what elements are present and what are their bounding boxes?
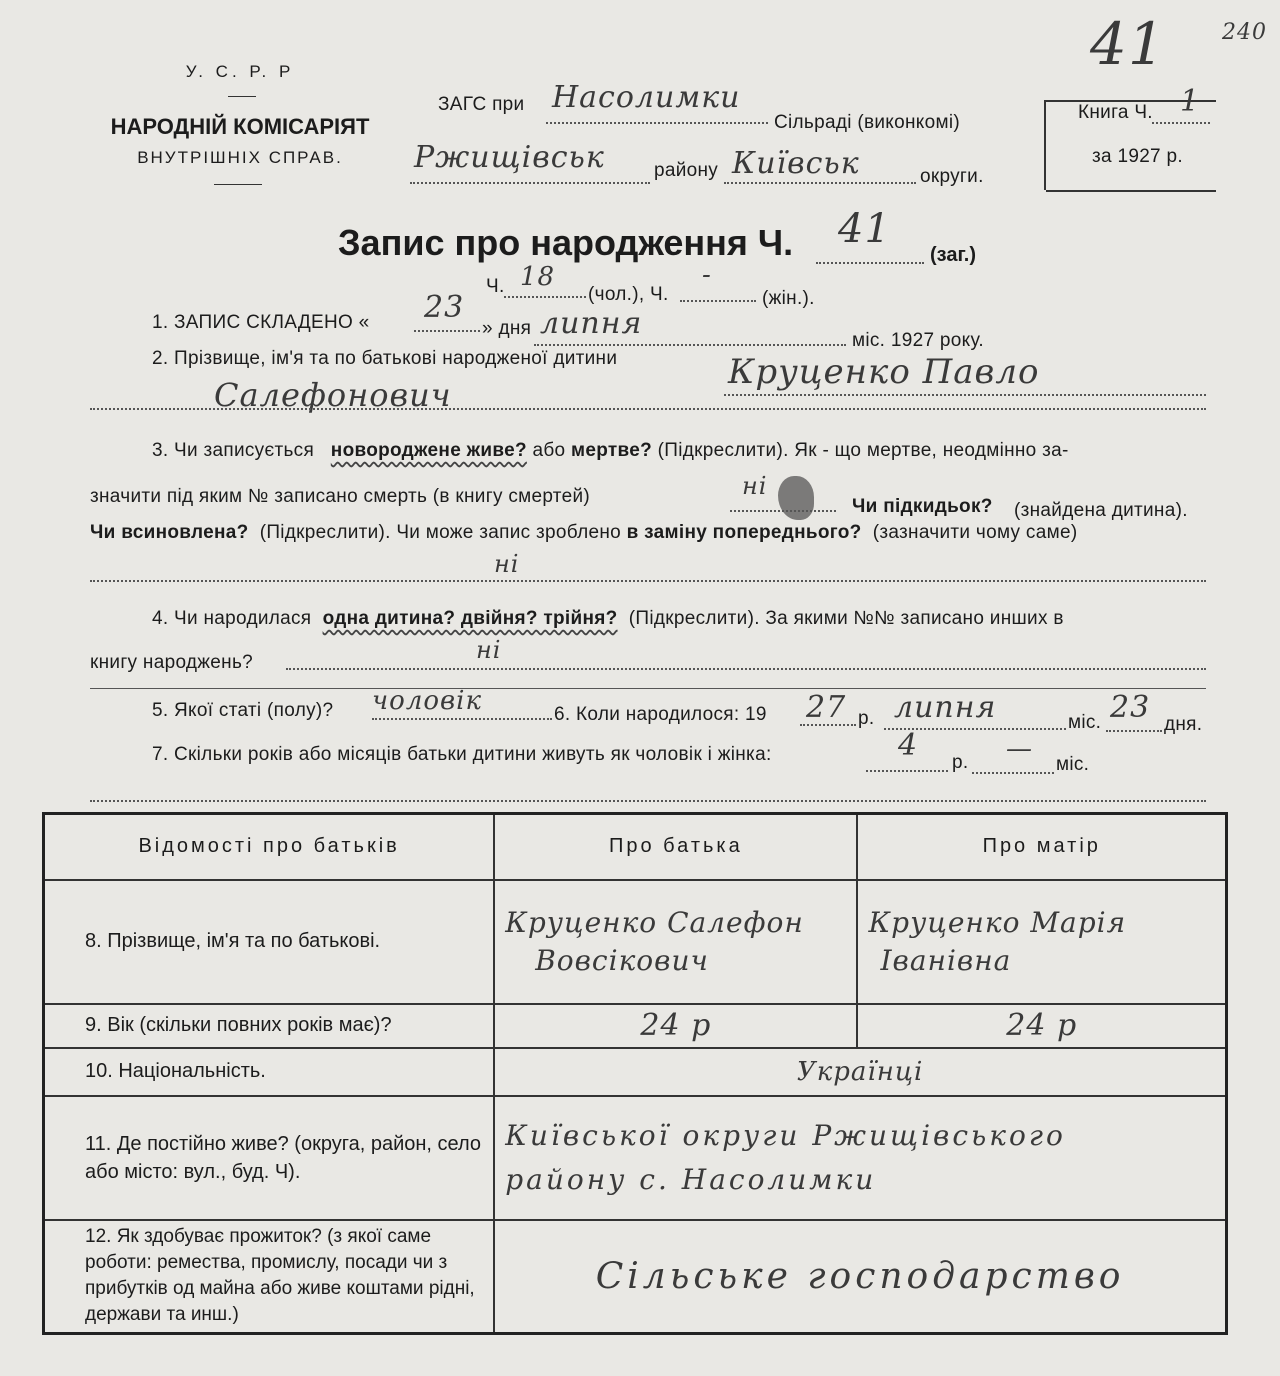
item4-l2-a: книгу народжень?: [90, 652, 254, 673]
birth-day: 23: [1110, 690, 1151, 725]
table-row: [44, 1220, 1227, 1334]
item3-replacement-answer: ні: [494, 550, 520, 578]
item4-options: одна дитина? двійня? трійня?: [322, 608, 618, 629]
zags-suffix: Сільраді (виконкомі): [774, 112, 960, 133]
item1-day-label: » дня: [482, 318, 532, 339]
okruha-name: Київськ: [732, 146, 860, 181]
row-label: 10. Національність.: [44, 1048, 495, 1096]
residence-cell: [494, 1096, 1226, 1220]
row-label: 8. Прізвище, ім'я та по батькові.: [44, 880, 495, 1004]
mother-name-cell: [857, 880, 1226, 1004]
corner-mark: 41: [1090, 10, 1166, 78]
father-name: Круценко Салефон: [505, 905, 804, 939]
district-label: району: [654, 160, 719, 181]
parents-table: [42, 812, 1228, 1335]
months-together: —: [1006, 734, 1033, 764]
item3-l3-d: (зазначити чому саме): [872, 522, 1078, 543]
table-row: [44, 880, 1227, 1004]
item3-line1: [152, 440, 1069, 462]
page-number: 240: [1222, 20, 1267, 45]
item6-mis: міс.: [1068, 712, 1102, 733]
row-label: 9. Вік (скільки повних років має)?: [44, 1004, 495, 1048]
father-name-cell: [494, 880, 857, 1004]
item3-l2-a: значити під яким № записано смерть (в книгу смертей): [90, 486, 590, 507]
father-age: 24 р: [640, 1008, 712, 1043]
table-header-row: [44, 814, 1227, 880]
row-label: 11. Де постійно живе? (округа, район, село або місто: вул., буд. Ч).: [44, 1096, 495, 1220]
item3-l1-e: (Підкреслити). Як - що мертве, неодмінно за-: [657, 440, 1069, 461]
item6-label: 6. Коли народилося: 19: [554, 704, 767, 725]
zags-village: Насолимки: [552, 80, 741, 115]
zags-prefix: ЗАГС при: [438, 94, 525, 115]
item1-suffix: міс. 1927 року.: [852, 330, 984, 351]
table-row: [44, 1096, 1227, 1220]
item3-foundling: Чи підкидьок?: [852, 496, 993, 517]
sub-prefix: Ч.: [486, 276, 505, 297]
nationality-cell: [494, 1048, 1226, 1096]
item4-answer: ні: [476, 636, 502, 664]
row-label: 12. Як здобуває прожиток? (з якої саме роботи: ремества, промислу, посади чи з прибутків од майна або живе коштами рідні, держави та инш.): [44, 1220, 495, 1334]
book-year: за 1927 р.: [1092, 146, 1183, 167]
birth-year: 27: [806, 690, 847, 725]
item5-label: 5. Якої статі (полу)?: [152, 700, 334, 721]
okruha-label: округи.: [920, 166, 984, 187]
header-father: Про батька: [494, 814, 857, 880]
occupation-cell: [494, 1220, 1226, 1334]
item1-month: липня: [540, 306, 643, 341]
item6-dnia: дня.: [1164, 714, 1203, 735]
item7-r: р.: [952, 752, 969, 773]
male-number: 18: [520, 262, 556, 292]
child-patronymic: Салефонович: [214, 376, 452, 414]
district-name: Ржищівськ: [414, 140, 605, 175]
nationality: Українці: [796, 1056, 924, 1087]
father-age-cell: [494, 1004, 857, 1048]
republic-label: У. С. Р. Р: [185, 62, 295, 81]
item1-day: 23: [424, 290, 465, 325]
mother-patronymic: Іванівна: [880, 943, 1012, 977]
ministry-subtitle: ВНУТРІШНІХ СПРАВ.: [137, 148, 343, 167]
item1-label: 1. ЗАПИС СКЛАДЕНО «: [152, 312, 370, 333]
item7-mis: міс.: [1056, 754, 1090, 775]
item3-line3: [90, 522, 1077, 544]
record-suffix: (заг.): [930, 244, 977, 266]
female-label: (жін.).: [762, 288, 815, 309]
record-number: 41: [838, 206, 891, 252]
record-title: Запис про народження Ч.: [338, 222, 794, 263]
item4-line1: [152, 608, 1064, 630]
ministry-name: НАРОДНІЙ КОМІСАРІЯТ: [110, 114, 370, 139]
father-patronymic: Вовсікович: [535, 943, 709, 977]
mother-age-cell: [857, 1004, 1226, 1048]
item4-l1-a: 4. Чи народилася: [152, 608, 312, 629]
item3-replacement: в заміну попереднього?: [626, 522, 862, 543]
header-info: Відомості про батьків: [44, 814, 495, 880]
residence-line1: Київської округи Ржищівського: [505, 1118, 1066, 1152]
occupation: Сільське господарство: [595, 1255, 1125, 1297]
header-mother: Про матір: [857, 814, 1226, 880]
mother-age: 24 р: [1006, 1008, 1078, 1043]
item6-r: р.: [858, 708, 875, 729]
table-row: [44, 1004, 1227, 1048]
birth-month: липня: [894, 690, 997, 725]
child-sex: чоловік: [372, 686, 483, 716]
item3-l3-b: (Підкреслити). Чи може запис зроблено: [259, 522, 621, 543]
item3-dead: мертве?: [571, 440, 653, 461]
female-number: -: [702, 260, 712, 290]
item4-l1-c: (Підкреслити). За якими №№ записано инших в: [628, 608, 1064, 629]
mother-name: Круценко Марія: [868, 905, 1127, 939]
book-label: Книга Ч.: [1078, 102, 1153, 123]
table-row: [44, 1048, 1227, 1096]
item3-alive: новороджене живе?: [330, 440, 527, 461]
item3-death-ref: ні: [742, 472, 768, 500]
child-name: Круценко Павло: [728, 352, 1040, 392]
ink-blot: [778, 476, 814, 520]
book-number: 1: [1180, 84, 1201, 119]
item2-label: 2. Прізвище, ім'я та по батькові народженої дитини: [152, 348, 618, 369]
item3-l1-a: 3. Чи записується: [152, 440, 315, 461]
residence-line2: району с. Насолимки: [505, 1162, 877, 1196]
item3-or: або: [532, 440, 566, 461]
years-together: 4: [898, 728, 919, 763]
item3-l2-c: (знайдена дитина).: [1014, 500, 1188, 521]
item3-adopted: Чи всиновлена?: [90, 522, 249, 543]
item7-label: 7. Скільки років або місяців батьки дитини живуть як чоловік і жінка:: [152, 744, 772, 765]
male-label: (чол.), Ч.: [588, 284, 669, 305]
